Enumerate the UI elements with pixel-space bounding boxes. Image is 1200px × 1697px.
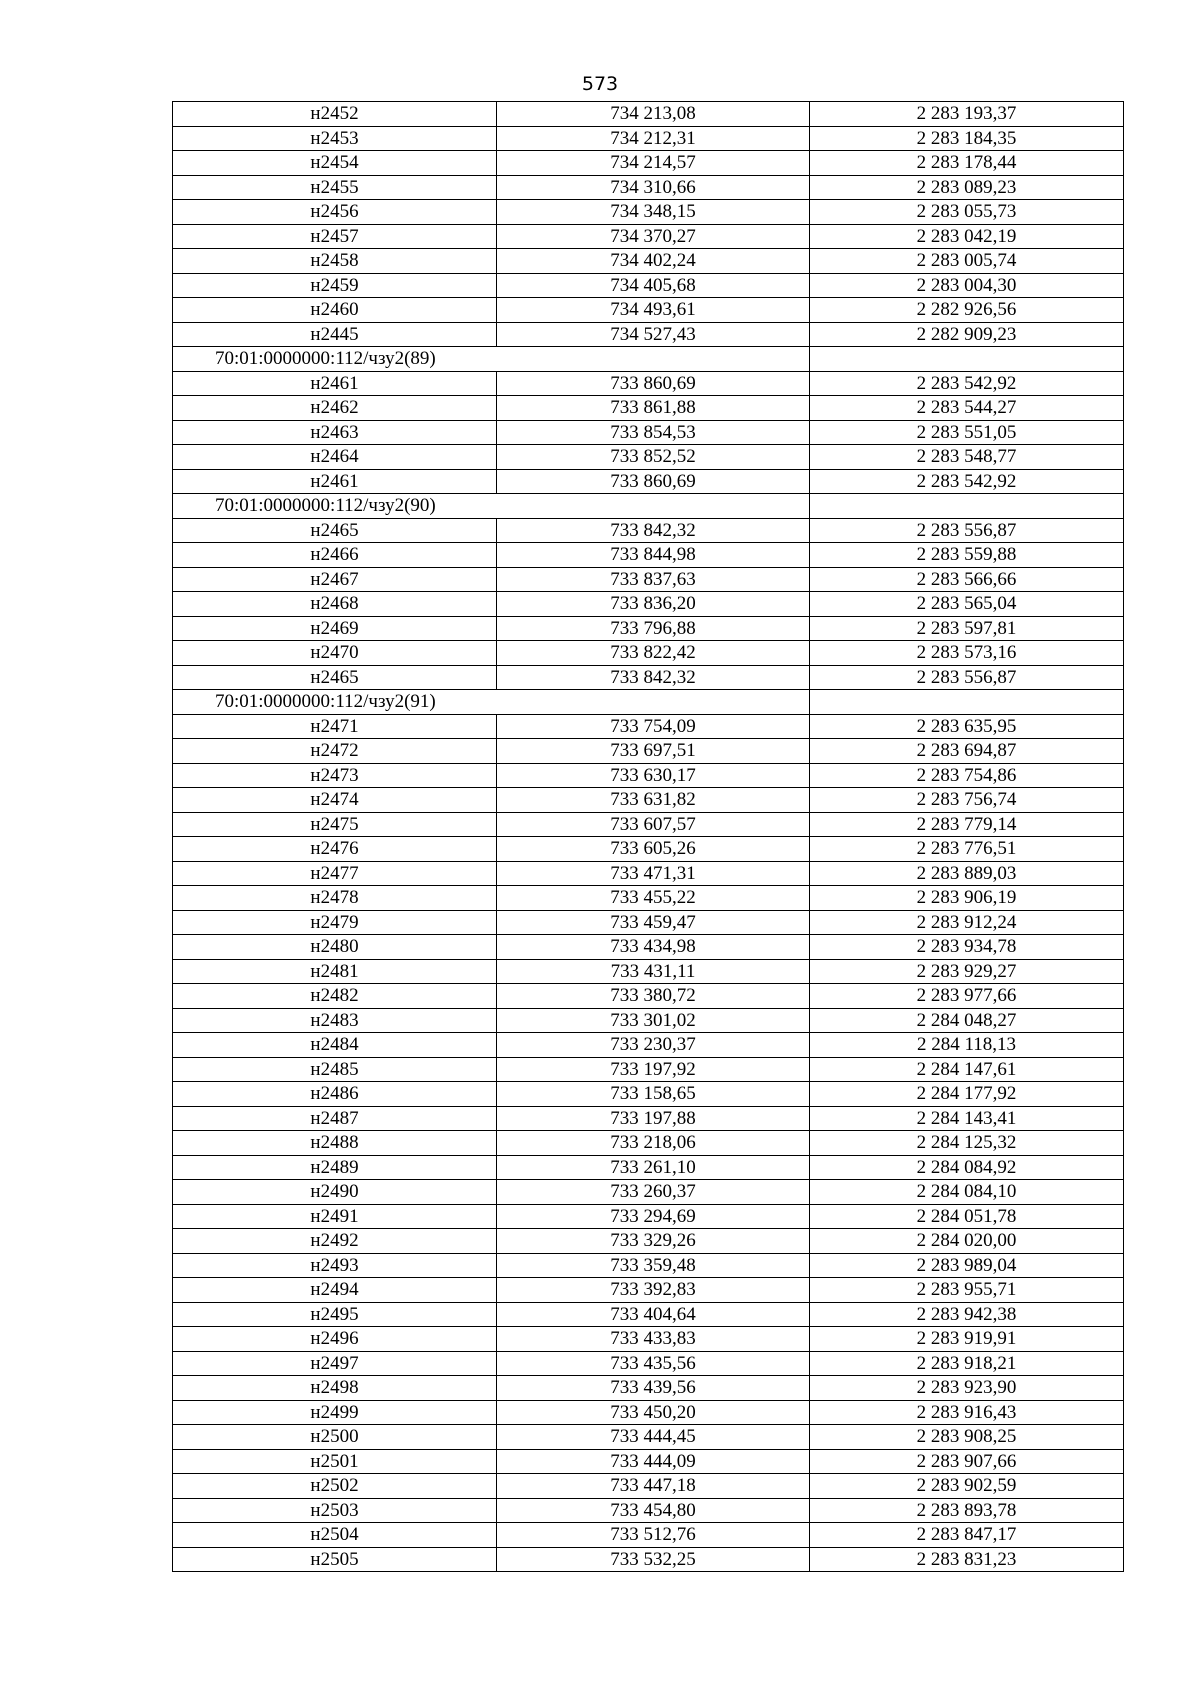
point-id-cell: н2489 xyxy=(173,1155,497,1180)
y-coordinate-cell: 2 283 004,30 xyxy=(810,273,1124,298)
x-coordinate-cell: 733 459,47 xyxy=(497,910,810,935)
table-row xyxy=(173,1523,1124,1548)
table-row xyxy=(173,616,1124,641)
y-coordinate-cell: 2 283 178,44 xyxy=(810,151,1124,176)
point-id-cell: н2458 xyxy=(173,249,497,274)
point-id-cell: н2492 xyxy=(173,1229,497,1254)
table-row xyxy=(173,592,1124,617)
table-row xyxy=(173,1425,1124,1450)
table-row xyxy=(173,1155,1124,1180)
table-row xyxy=(173,322,1124,347)
y-coordinate-cell: 2 283 565,04 xyxy=(810,592,1124,617)
section-header-row xyxy=(173,494,1124,519)
table-row xyxy=(173,567,1124,592)
y-coordinate-cell: 2 284 084,92 xyxy=(810,1155,1124,1180)
x-coordinate-cell: 733 455,22 xyxy=(497,886,810,911)
y-coordinate-cell: 2 283 754,86 xyxy=(810,763,1124,788)
point-id-cell: н2481 xyxy=(173,959,497,984)
x-coordinate-cell: 733 754,09 xyxy=(497,714,810,739)
x-coordinate-cell: 734 405,68 xyxy=(497,273,810,298)
point-id-cell: н2499 xyxy=(173,1400,497,1425)
x-coordinate-cell: 733 844,98 xyxy=(497,543,810,568)
table-row xyxy=(173,518,1124,543)
table-row xyxy=(173,249,1124,274)
x-coordinate-cell: 733 532,25 xyxy=(497,1547,810,1572)
point-id-cell: н2457 xyxy=(173,224,497,249)
y-coordinate-cell: 2 282 926,56 xyxy=(810,298,1124,323)
point-id-cell: н2471 xyxy=(173,714,497,739)
x-coordinate-cell: 733 861,88 xyxy=(497,396,810,421)
x-coordinate-cell: 733 842,32 xyxy=(497,665,810,690)
table-row xyxy=(173,788,1124,813)
point-id-cell: н2445 xyxy=(173,322,497,347)
table-row xyxy=(173,935,1124,960)
point-id-cell: н2496 xyxy=(173,1327,497,1352)
table-row xyxy=(173,1204,1124,1229)
point-id-cell: н2484 xyxy=(173,1033,497,1058)
y-coordinate-cell: 2 283 566,66 xyxy=(810,567,1124,592)
x-coordinate-cell: 733 471,31 xyxy=(497,861,810,886)
table-row xyxy=(173,837,1124,862)
x-coordinate-cell: 733 630,17 xyxy=(497,763,810,788)
point-id-cell: н2465 xyxy=(173,665,497,690)
x-coordinate-cell: 734 310,66 xyxy=(497,175,810,200)
table-row xyxy=(173,1449,1124,1474)
coordinates-table-body xyxy=(173,102,1124,1572)
y-coordinate-cell: 2 283 544,27 xyxy=(810,396,1124,421)
x-coordinate-cell: 733 197,92 xyxy=(497,1057,810,1082)
point-id-cell: н2478 xyxy=(173,886,497,911)
y-coordinate-cell: 2 283 559,88 xyxy=(810,543,1124,568)
point-id-cell: н2460 xyxy=(173,298,497,323)
y-coordinate-cell: 2 283 756,74 xyxy=(810,788,1124,813)
table-row xyxy=(173,714,1124,739)
y-coordinate-cell: 2 283 908,25 xyxy=(810,1425,1124,1450)
point-id-cell: н2505 xyxy=(173,1547,497,1572)
y-coordinate-cell: 2 283 573,16 xyxy=(810,641,1124,666)
y-coordinate-cell: 2 283 556,87 xyxy=(810,665,1124,690)
point-id-cell: н2504 xyxy=(173,1523,497,1548)
table-row xyxy=(173,396,1124,421)
point-id-cell: н2463 xyxy=(173,420,497,445)
y-coordinate-cell: 2 283 977,66 xyxy=(810,984,1124,1009)
y-coordinate-cell: 2 283 847,17 xyxy=(810,1523,1124,1548)
y-coordinate-cell: 2 283 889,03 xyxy=(810,861,1124,886)
point-id-cell: н2466 xyxy=(173,543,497,568)
point-id-cell: н2487 xyxy=(173,1106,497,1131)
x-coordinate-cell: 733 454,80 xyxy=(497,1498,810,1523)
point-id-cell: н2475 xyxy=(173,812,497,837)
table-row xyxy=(173,886,1124,911)
table-row xyxy=(173,1106,1124,1131)
x-coordinate-cell: 733 404,64 xyxy=(497,1302,810,1327)
table-row xyxy=(173,1302,1124,1327)
point-id-cell: н2468 xyxy=(173,592,497,617)
y-coordinate-cell: 2 283 912,24 xyxy=(810,910,1124,935)
point-id-cell: н2452 xyxy=(173,102,497,127)
x-coordinate-cell: 733 837,63 xyxy=(497,567,810,592)
section-header-row xyxy=(173,690,1124,715)
point-id-cell: н2474 xyxy=(173,788,497,813)
section-label: 70:01:0000000:112/чзу2(90) xyxy=(173,494,810,519)
section-header-row xyxy=(173,347,1124,372)
y-coordinate-cell: 2 283 551,05 xyxy=(810,420,1124,445)
table-row xyxy=(173,298,1124,323)
table-row xyxy=(173,959,1124,984)
x-coordinate-cell: 733 261,10 xyxy=(497,1155,810,1180)
point-id-cell: н2486 xyxy=(173,1082,497,1107)
x-coordinate-cell: 733 697,51 xyxy=(497,739,810,764)
x-coordinate-cell: 733 854,53 xyxy=(497,420,810,445)
table-row xyxy=(173,1376,1124,1401)
point-id-cell: н2485 xyxy=(173,1057,497,1082)
x-coordinate-cell: 733 447,18 xyxy=(497,1474,810,1499)
section-empty-cell xyxy=(810,690,1124,715)
section-label: 70:01:0000000:112/чзу2(91) xyxy=(173,690,810,715)
point-id-cell: н2465 xyxy=(173,518,497,543)
y-coordinate-cell: 2 283 193,37 xyxy=(810,102,1124,127)
y-coordinate-cell: 2 283 042,19 xyxy=(810,224,1124,249)
x-coordinate-cell: 733 439,56 xyxy=(497,1376,810,1401)
x-coordinate-cell: 733 329,26 xyxy=(497,1229,810,1254)
table-row xyxy=(173,1082,1124,1107)
table-row xyxy=(173,910,1124,935)
table-row xyxy=(173,469,1124,494)
point-id-cell: н2479 xyxy=(173,910,497,935)
table-row xyxy=(173,102,1124,127)
x-coordinate-cell: 733 605,26 xyxy=(497,837,810,862)
point-id-cell: н2495 xyxy=(173,1302,497,1327)
table-row xyxy=(173,1498,1124,1523)
x-coordinate-cell: 733 842,32 xyxy=(497,518,810,543)
point-id-cell: н2453 xyxy=(173,126,497,151)
y-coordinate-cell: 2 282 909,23 xyxy=(810,322,1124,347)
point-id-cell: н2462 xyxy=(173,396,497,421)
table-row xyxy=(173,151,1124,176)
y-coordinate-cell: 2 283 635,95 xyxy=(810,714,1124,739)
x-coordinate-cell: 733 631,82 xyxy=(497,788,810,813)
point-id-cell: н2461 xyxy=(173,371,497,396)
x-coordinate-cell: 733 796,88 xyxy=(497,616,810,641)
y-coordinate-cell: 2 283 906,19 xyxy=(810,886,1124,911)
y-coordinate-cell: 2 283 779,14 xyxy=(810,812,1124,837)
y-coordinate-cell: 2 283 918,21 xyxy=(810,1351,1124,1376)
x-coordinate-cell: 733 512,76 xyxy=(497,1523,810,1548)
y-coordinate-cell: 2 283 916,43 xyxy=(810,1400,1124,1425)
x-coordinate-cell: 734 493,61 xyxy=(497,298,810,323)
y-coordinate-cell: 2 284 143,41 xyxy=(810,1106,1124,1131)
x-coordinate-cell: 733 230,37 xyxy=(497,1033,810,1058)
x-coordinate-cell: 734 214,57 xyxy=(497,151,810,176)
point-id-cell: н2459 xyxy=(173,273,497,298)
table-row xyxy=(173,812,1124,837)
page-number: 573 xyxy=(581,73,619,95)
x-coordinate-cell: 733 860,69 xyxy=(497,371,810,396)
table-row xyxy=(173,1547,1124,1572)
point-id-cell: н2494 xyxy=(173,1278,497,1303)
y-coordinate-cell: 2 283 934,78 xyxy=(810,935,1124,960)
y-coordinate-cell: 2 283 907,66 xyxy=(810,1449,1124,1474)
x-coordinate-cell: 734 527,43 xyxy=(497,322,810,347)
x-coordinate-cell: 733 860,69 xyxy=(497,469,810,494)
table-row xyxy=(173,763,1124,788)
point-id-cell: н2502 xyxy=(173,1474,497,1499)
x-coordinate-cell: 733 822,42 xyxy=(497,641,810,666)
point-id-cell: н2456 xyxy=(173,200,497,225)
y-coordinate-cell: 2 283 923,90 xyxy=(810,1376,1124,1401)
table-row xyxy=(173,445,1124,470)
y-coordinate-cell: 2 283 902,59 xyxy=(810,1474,1124,1499)
y-coordinate-cell: 2 283 929,27 xyxy=(810,959,1124,984)
table-row xyxy=(173,665,1124,690)
y-coordinate-cell: 2 283 919,91 xyxy=(810,1327,1124,1352)
point-id-cell: н2501 xyxy=(173,1449,497,1474)
y-coordinate-cell: 2 283 542,92 xyxy=(810,469,1124,494)
table-row xyxy=(173,641,1124,666)
x-coordinate-cell: 733 218,06 xyxy=(497,1131,810,1156)
y-coordinate-cell: 2 283 597,81 xyxy=(810,616,1124,641)
section-empty-cell xyxy=(810,494,1124,519)
y-coordinate-cell: 2 283 776,51 xyxy=(810,837,1124,862)
x-coordinate-cell: 733 431,11 xyxy=(497,959,810,984)
x-coordinate-cell: 733 434,98 xyxy=(497,935,810,960)
table-row xyxy=(173,200,1124,225)
table-row xyxy=(173,1400,1124,1425)
y-coordinate-cell: 2 283 005,74 xyxy=(810,249,1124,274)
y-coordinate-cell: 2 283 942,38 xyxy=(810,1302,1124,1327)
table-row xyxy=(173,1351,1124,1376)
table-row xyxy=(173,371,1124,396)
point-id-cell: н2455 xyxy=(173,175,497,200)
x-coordinate-cell: 734 212,31 xyxy=(497,126,810,151)
point-id-cell: н2490 xyxy=(173,1180,497,1205)
y-coordinate-cell: 2 283 893,78 xyxy=(810,1498,1124,1523)
table-row xyxy=(173,739,1124,764)
table-row xyxy=(173,861,1124,886)
x-coordinate-cell: 733 433,83 xyxy=(497,1327,810,1352)
table-row xyxy=(173,1057,1124,1082)
point-id-cell: н2493 xyxy=(173,1253,497,1278)
y-coordinate-cell: 2 283 831,23 xyxy=(810,1547,1124,1572)
table-row xyxy=(173,1474,1124,1499)
point-id-cell: н2477 xyxy=(173,861,497,886)
point-id-cell: н2467 xyxy=(173,567,497,592)
coordinates-table xyxy=(172,101,1124,1572)
x-coordinate-cell: 733 444,45 xyxy=(497,1425,810,1450)
x-coordinate-cell: 733 852,52 xyxy=(497,445,810,470)
x-coordinate-cell: 733 158,65 xyxy=(497,1082,810,1107)
y-coordinate-cell: 2 284 118,13 xyxy=(810,1033,1124,1058)
point-id-cell: н2480 xyxy=(173,935,497,960)
y-coordinate-cell: 2 284 048,27 xyxy=(810,1008,1124,1033)
x-coordinate-cell: 734 213,08 xyxy=(497,102,810,127)
section-empty-cell xyxy=(810,347,1124,372)
table-row xyxy=(173,1253,1124,1278)
point-id-cell: н2497 xyxy=(173,1351,497,1376)
table-row xyxy=(173,224,1124,249)
table-row xyxy=(173,1327,1124,1352)
y-coordinate-cell: 2 283 184,35 xyxy=(810,126,1124,151)
point-id-cell: н2488 xyxy=(173,1131,497,1156)
table-row xyxy=(173,126,1124,151)
x-coordinate-cell: 733 607,57 xyxy=(497,812,810,837)
y-coordinate-cell: 2 284 147,61 xyxy=(810,1057,1124,1082)
point-id-cell: н2470 xyxy=(173,641,497,666)
table-row xyxy=(173,1008,1124,1033)
y-coordinate-cell: 2 283 694,87 xyxy=(810,739,1124,764)
table-row xyxy=(173,1131,1124,1156)
y-coordinate-cell: 2 283 989,04 xyxy=(810,1253,1124,1278)
table-row xyxy=(173,543,1124,568)
y-coordinate-cell: 2 283 089,23 xyxy=(810,175,1124,200)
point-id-cell: н2482 xyxy=(173,984,497,1009)
point-id-cell: н2472 xyxy=(173,739,497,764)
x-coordinate-cell: 734 370,27 xyxy=(497,224,810,249)
y-coordinate-cell: 2 284 084,10 xyxy=(810,1180,1124,1205)
table-row xyxy=(173,273,1124,298)
y-coordinate-cell: 2 283 556,87 xyxy=(810,518,1124,543)
x-coordinate-cell: 733 359,48 xyxy=(497,1253,810,1278)
table-row xyxy=(173,1033,1124,1058)
y-coordinate-cell: 2 284 177,92 xyxy=(810,1082,1124,1107)
point-id-cell: н2483 xyxy=(173,1008,497,1033)
table-row xyxy=(173,420,1124,445)
x-coordinate-cell: 733 444,09 xyxy=(497,1449,810,1474)
point-id-cell: н2473 xyxy=(173,763,497,788)
point-id-cell: н2464 xyxy=(173,445,497,470)
y-coordinate-cell: 2 283 955,71 xyxy=(810,1278,1124,1303)
x-coordinate-cell: 734 348,15 xyxy=(497,200,810,225)
table-row xyxy=(173,1229,1124,1254)
x-coordinate-cell: 733 392,83 xyxy=(497,1278,810,1303)
point-id-cell: н2491 xyxy=(173,1204,497,1229)
x-coordinate-cell: 733 301,02 xyxy=(497,1008,810,1033)
y-coordinate-cell: 2 284 020,00 xyxy=(810,1229,1124,1254)
point-id-cell: н2476 xyxy=(173,837,497,862)
section-label: 70:01:0000000:112/чзу2(89) xyxy=(173,347,810,372)
table-row xyxy=(173,1278,1124,1303)
point-id-cell: н2498 xyxy=(173,1376,497,1401)
point-id-cell: н2454 xyxy=(173,151,497,176)
table-row xyxy=(173,984,1124,1009)
point-id-cell: н2500 xyxy=(173,1425,497,1450)
x-coordinate-cell: 733 294,69 xyxy=(497,1204,810,1229)
point-id-cell: н2469 xyxy=(173,616,497,641)
point-id-cell: н2503 xyxy=(173,1498,497,1523)
x-coordinate-cell: 733 435,56 xyxy=(497,1351,810,1376)
y-coordinate-cell: 2 284 051,78 xyxy=(810,1204,1124,1229)
x-coordinate-cell: 733 260,37 xyxy=(497,1180,810,1205)
y-coordinate-cell: 2 283 055,73 xyxy=(810,200,1124,225)
x-coordinate-cell: 733 380,72 xyxy=(497,984,810,1009)
x-coordinate-cell: 734 402,24 xyxy=(497,249,810,274)
y-coordinate-cell: 2 283 548,77 xyxy=(810,445,1124,470)
table-row xyxy=(173,1180,1124,1205)
x-coordinate-cell: 733 836,20 xyxy=(497,592,810,617)
table-row xyxy=(173,175,1124,200)
y-coordinate-cell: 2 284 125,32 xyxy=(810,1131,1124,1156)
y-coordinate-cell: 2 283 542,92 xyxy=(810,371,1124,396)
x-coordinate-cell: 733 197,88 xyxy=(497,1106,810,1131)
point-id-cell: н2461 xyxy=(173,469,497,494)
x-coordinate-cell: 733 450,20 xyxy=(497,1400,810,1425)
